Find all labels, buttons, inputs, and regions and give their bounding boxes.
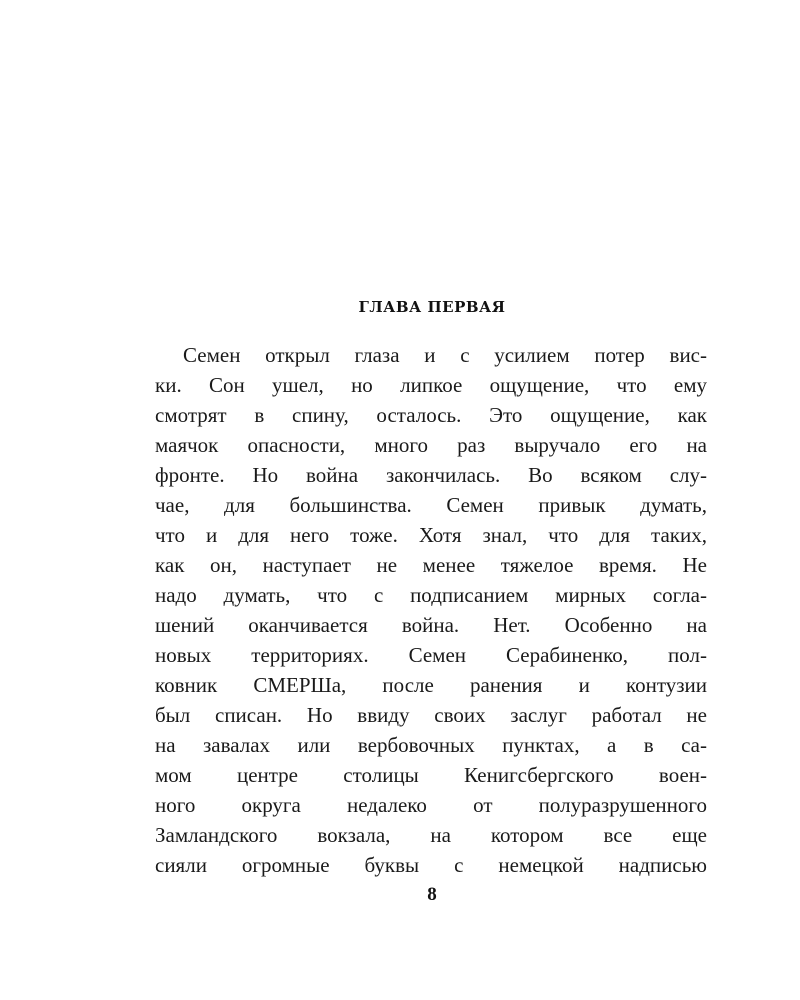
page-number: 8 [427,884,437,905]
text-line: мом центре столицы Кенигсбергского воен- [155,763,707,787]
text-line: Семен открыл глаза и с усилием потер вис- [183,343,707,367]
text-line: был списан. Но ввиду своих заслуг работал не [155,703,707,727]
text-line: как он, наступает не менее тяжелое время. Не [155,553,707,577]
text-line: маячок опасности, много раз выручало его на [155,433,707,457]
text-line: новых территориях. Семен Серабиненко, пол- [155,643,707,667]
text-line: ковник СМЕРШа, после ранения и контузии [155,673,707,697]
chapter-body-text [155,340,707,880]
text-line: надо думать, что с подписанием мирных согла- [155,583,707,607]
chapter-title: ГЛАВА ПЕРВАЯ [358,298,506,316]
text-line: смотрят в спину, осталось. Это ощущение, как [155,403,707,427]
text-line: фронте. Но война закончилась. Во всяком слу- [155,463,707,487]
text-line: сияли огромные буквы с немецкой надписью [155,853,707,877]
text-line: шений оканчивается война. Нет. Особенно на [155,613,707,637]
text-line: ного округа недалеко от полуразрушенного [155,793,707,817]
text-line: Замландского вокзала, на котором все еще [155,823,707,847]
text-line: ки. Сон ушел, но липкое ощущение, что ему [155,373,707,397]
text-line: что и для него тоже. Хотя знал, что для таких, [155,523,707,547]
text-line: на завалах или вербовочных пунктах, а в са- [155,733,707,757]
text-line: чае, для большинства. Семен привык думать, [155,493,707,517]
